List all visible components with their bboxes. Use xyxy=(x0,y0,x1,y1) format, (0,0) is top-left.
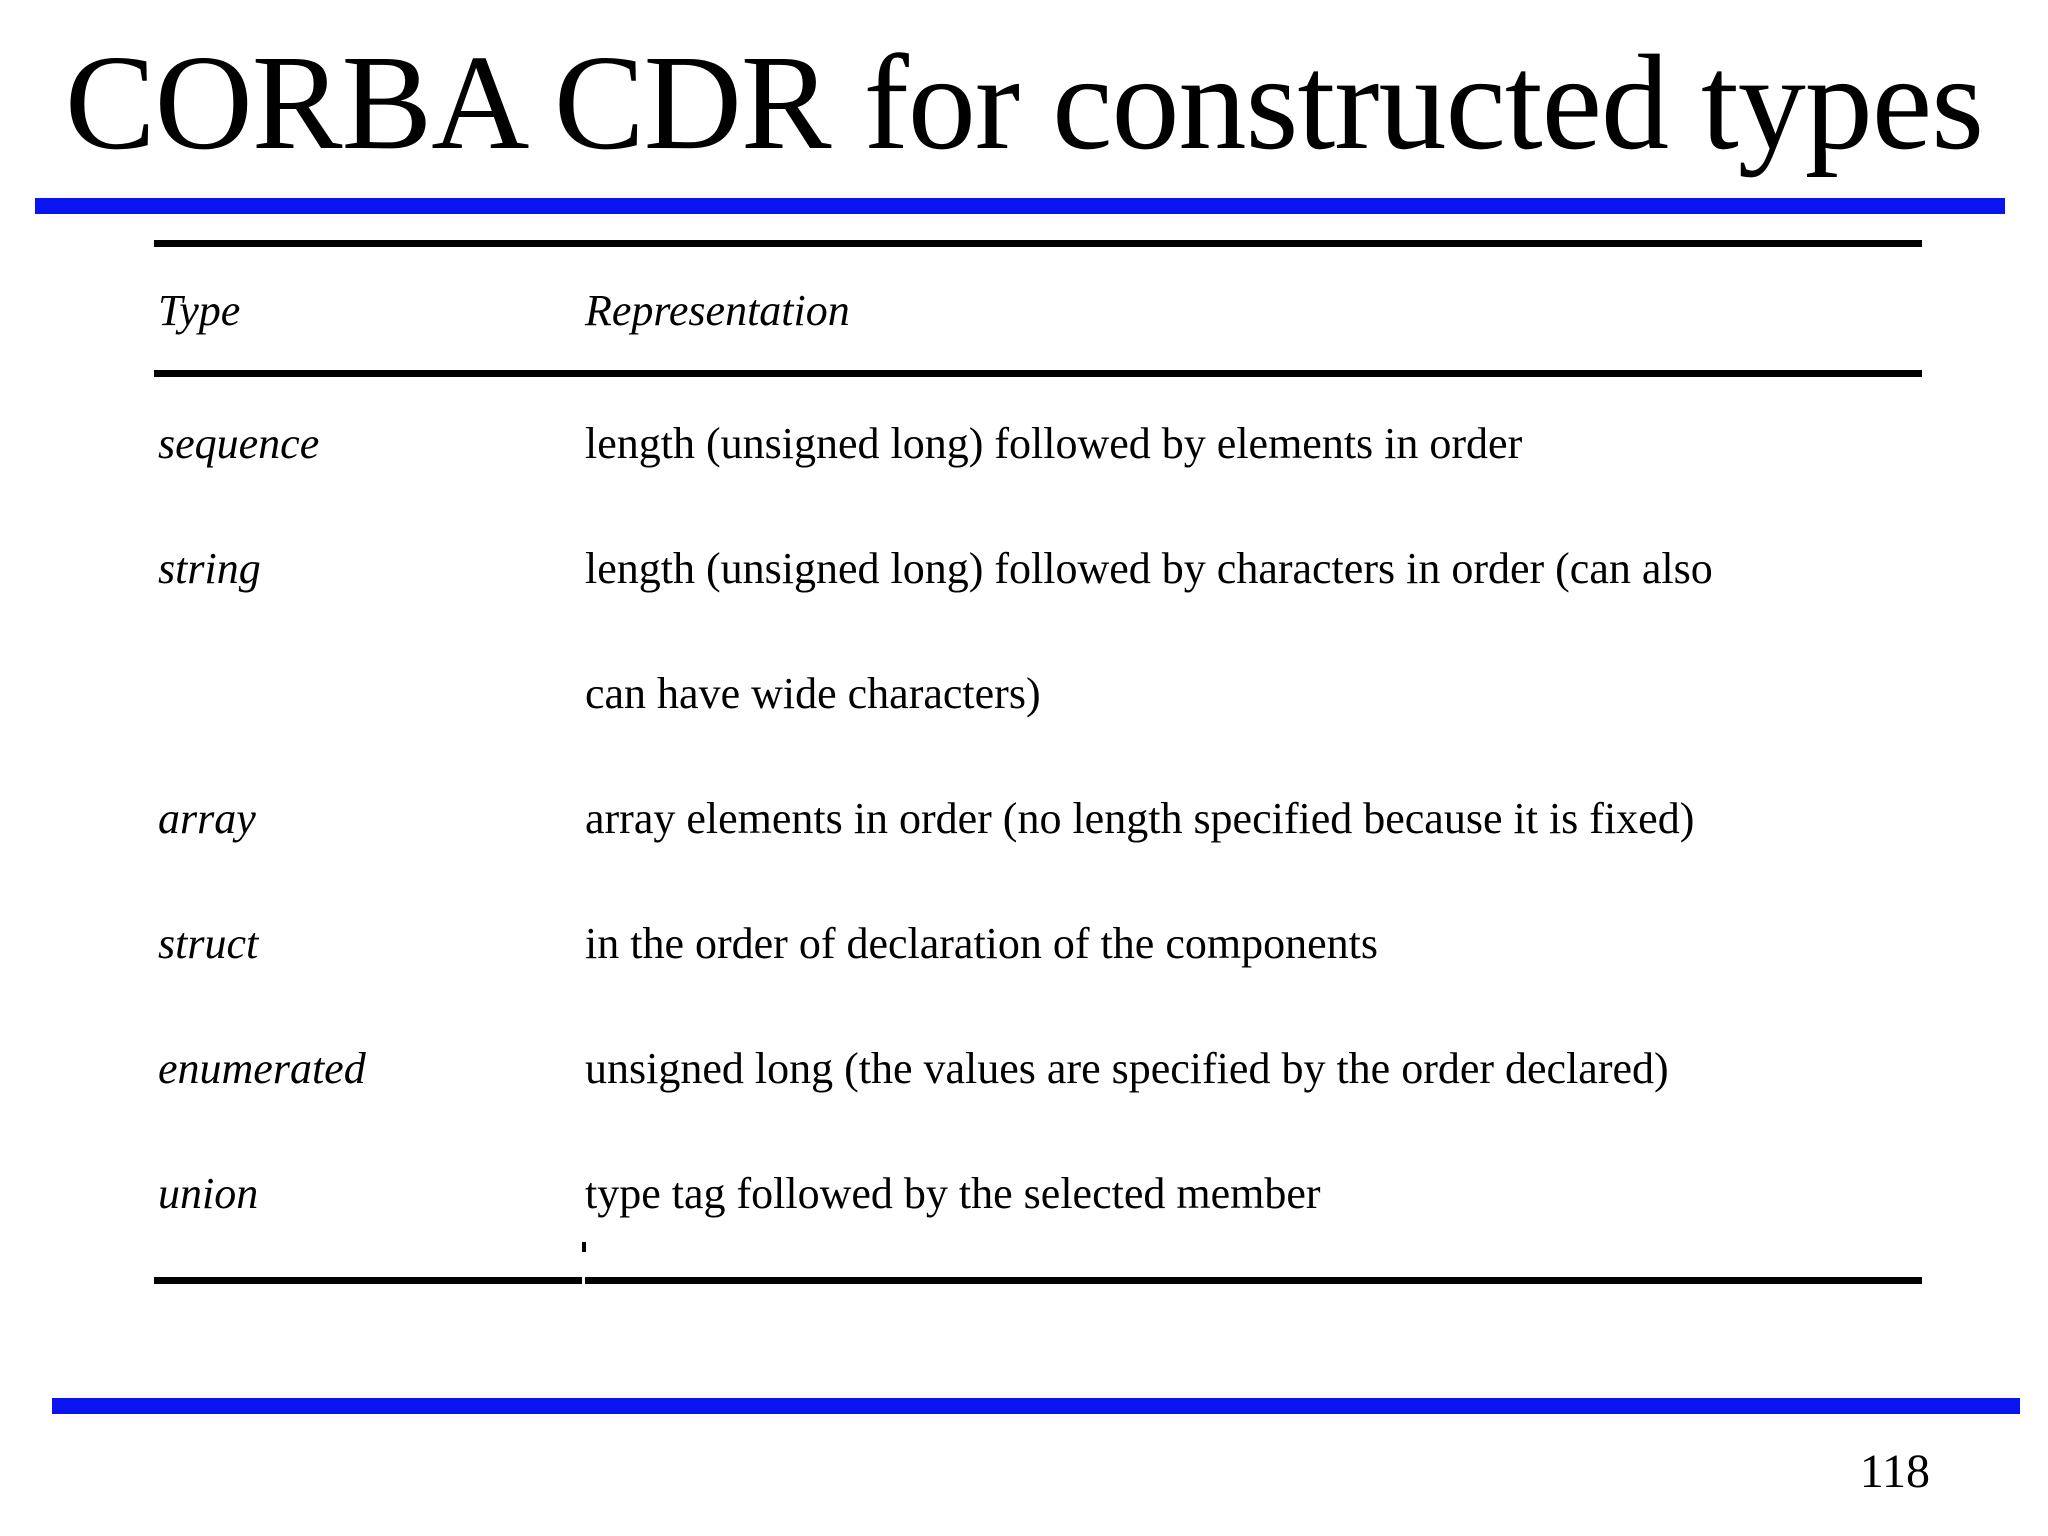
header-type: Type xyxy=(158,286,241,335)
footer-divider xyxy=(52,1398,2020,1414)
row-representation: array elements in order (no length specified because it is fixed) xyxy=(585,794,1695,843)
table-row xyxy=(0,664,2048,724)
row-type: union xyxy=(158,1169,259,1218)
row-type: string xyxy=(158,544,261,593)
table-row xyxy=(0,1039,2048,1099)
table-row xyxy=(0,1164,2048,1224)
column-divider-gap xyxy=(582,1275,585,1287)
column-divider-mark xyxy=(582,1242,586,1252)
row-representation: can have wide characters) xyxy=(585,669,1041,718)
row-type: array xyxy=(158,794,256,843)
row-representation: length (unsigned long) followed by characters in order (can also xyxy=(585,544,1713,593)
row-representation: length (unsigned long) followed by elements in order xyxy=(585,419,1523,468)
row-representation: type tag followed by the selected member xyxy=(585,1169,1321,1218)
table-top-rule xyxy=(154,240,1922,247)
header-representation: Representation xyxy=(585,286,850,335)
table-bottom-rule xyxy=(154,1277,1922,1284)
table-header-rule xyxy=(154,370,1922,377)
table-row xyxy=(0,539,2048,599)
row-type: struct xyxy=(158,919,259,968)
title-divider xyxy=(35,198,2005,214)
slide-title: CORBA CDR for constructed types xyxy=(64,28,1984,178)
table-header-row xyxy=(0,281,2048,341)
table-row xyxy=(0,914,2048,974)
row-type: enumerated xyxy=(158,1044,366,1093)
row-type: sequence xyxy=(158,419,320,468)
table-row xyxy=(0,414,2048,474)
row-representation: unsigned long (the values are specified by the order declared) xyxy=(585,1044,1669,1093)
row-representation: in the order of declaration of the components xyxy=(585,919,1378,968)
page-number: 118 xyxy=(1859,1445,1930,1498)
table-row xyxy=(0,789,2048,849)
